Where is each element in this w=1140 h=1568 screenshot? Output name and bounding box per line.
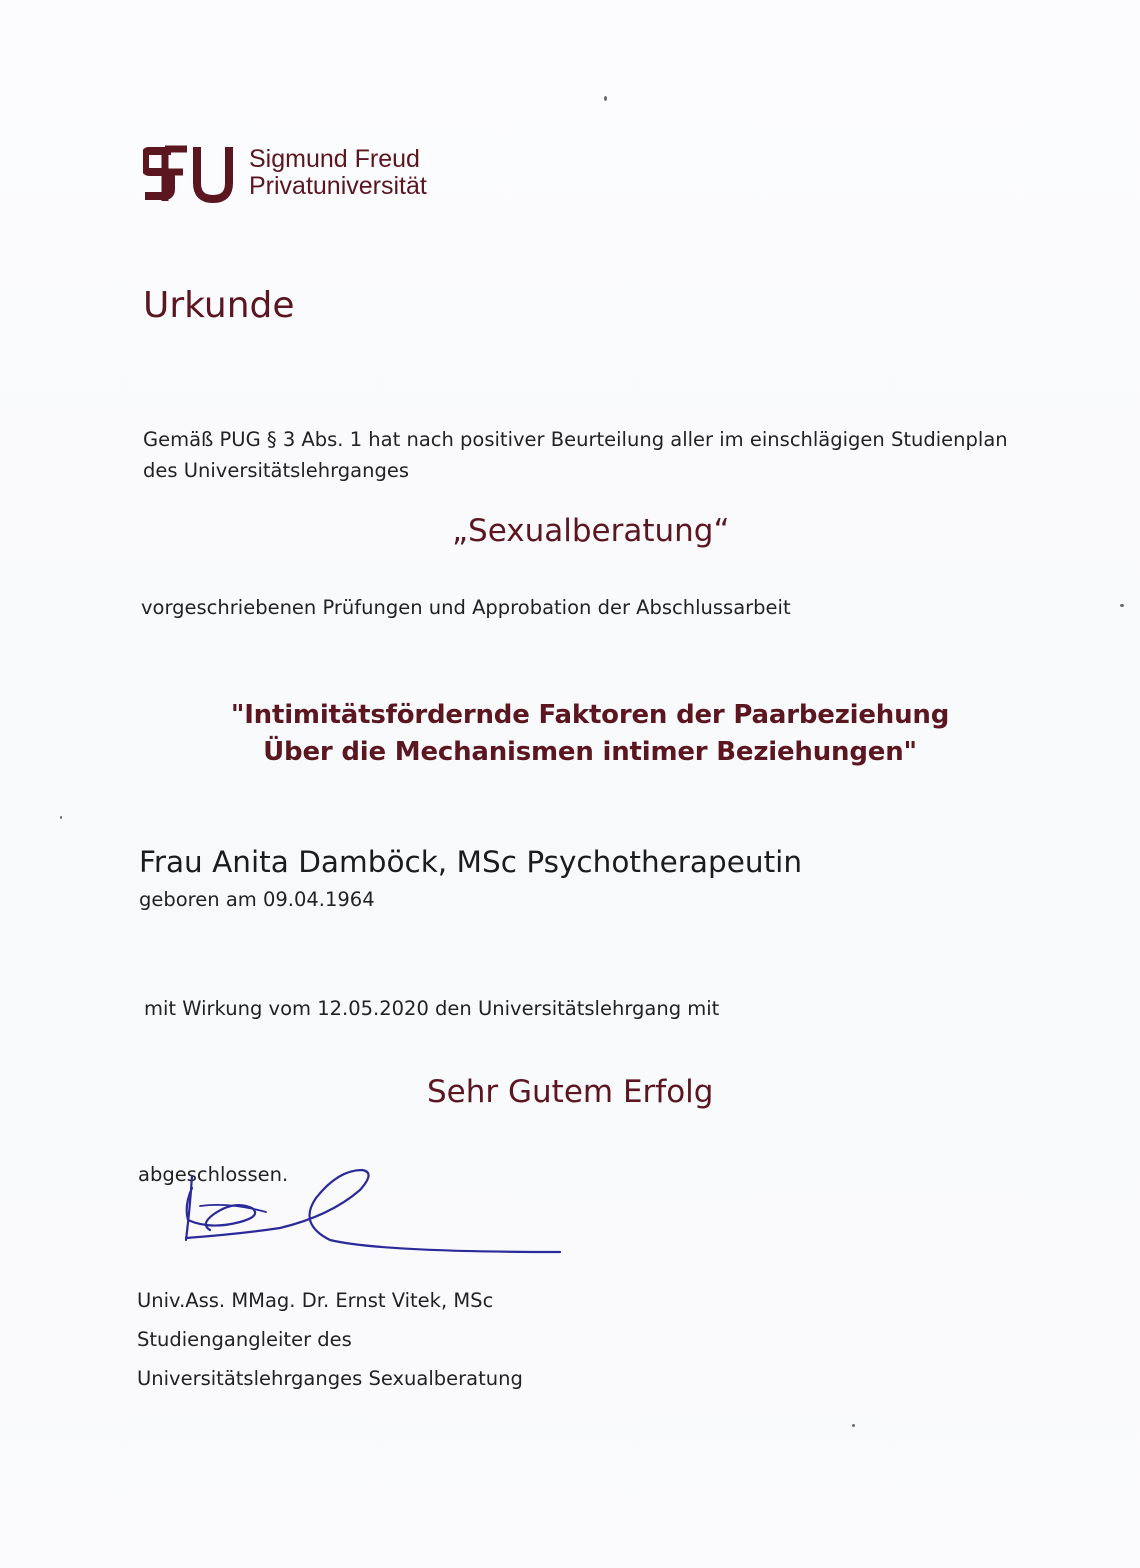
university-name-line2: Privatuniversität xyxy=(249,172,427,200)
completed-text: abgeschlossen. xyxy=(138,1163,289,1186)
university-logo xyxy=(143,143,463,205)
signatory-block xyxy=(137,1281,523,1398)
intro-paragraph xyxy=(143,424,1008,486)
effective-date-text: mit Wirkung vom 12.05.2020 den Universitätslehrgang mit xyxy=(144,997,720,1020)
signatory-line3: Universitätslehrganges Sexualberatung xyxy=(137,1367,523,1390)
thesis-title xyxy=(200,697,980,771)
thesis-line1: "Intimitätsfördernde Faktoren der Paarbeziehung xyxy=(230,700,950,730)
intro-line1: Gemäß PUG § 3 Abs. 1 hat nach positiver Beurteilung aller im einschlägigen Studienplan xyxy=(143,428,1008,451)
scan-speck xyxy=(852,1424,855,1427)
handwritten-signature xyxy=(170,1158,570,1268)
scan-speck xyxy=(60,816,62,819)
scan-speck xyxy=(604,96,607,101)
thesis-line2: Über die Mechanismen intimer Beziehungen" xyxy=(263,737,917,767)
program-name: „Sexualberatung“ xyxy=(452,513,730,549)
document-title: Urkunde xyxy=(143,285,295,326)
scan-speck xyxy=(1120,604,1124,607)
signatory-line2: Studiengangleiter des xyxy=(137,1328,352,1351)
graduate-name: Frau Anita Damböck, MSc Psychotherapeutin xyxy=(139,845,803,879)
intro-line2: des Universitätslehrganges xyxy=(143,459,409,482)
sfu-logo-mark xyxy=(143,143,243,205)
exams-text: vorgeschriebenen Prüfungen und Approbation der Abschlussarbeit xyxy=(141,596,791,619)
signatory-line1: Univ.Ass. MMag. Dr. Ernst Vitek, MSc xyxy=(137,1289,494,1312)
grade: Sehr Gutem Erfolg xyxy=(427,1074,714,1110)
university-name xyxy=(249,146,427,200)
birth-date: geboren am 09.04.1964 xyxy=(139,888,375,911)
university-name-line1: Sigmund Freud xyxy=(249,145,420,173)
